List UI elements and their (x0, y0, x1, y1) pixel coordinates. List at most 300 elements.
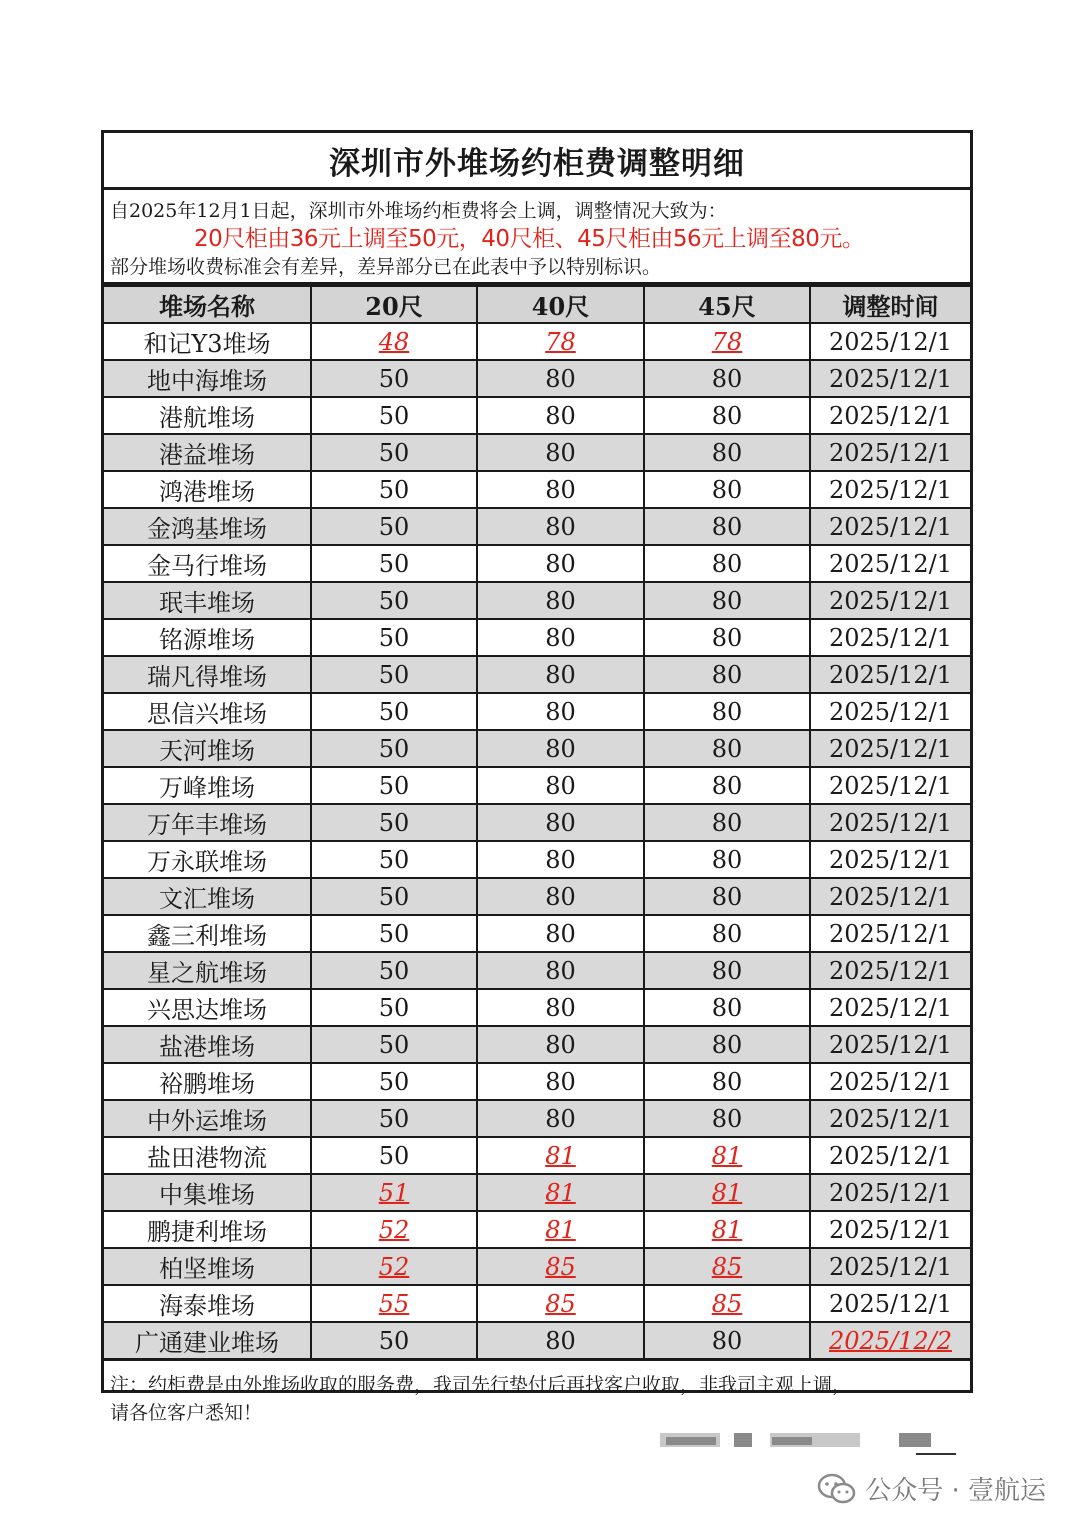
cell-yard-name: 铭源堆场 (104, 619, 311, 656)
cell-45ft-value: 80 (711, 438, 743, 467)
cell-40ft-value: 85 (545, 1289, 576, 1318)
cell-20ft-value: 50 (378, 1067, 410, 1096)
cell-20ft (311, 1174, 477, 1211)
table-row (104, 1026, 970, 1063)
cell-date (810, 1026, 970, 1063)
cell-date-value: 2025/12/1 (828, 623, 953, 652)
cell-20ft (311, 915, 477, 952)
cell-45ft (644, 1137, 810, 1174)
cell-40ft (477, 841, 644, 878)
table-row (104, 1322, 970, 1358)
cell-45ft (644, 841, 810, 878)
cell-20ft-value: 50 (378, 586, 410, 615)
header-40ft: 40尺 (477, 286, 644, 323)
cell-20ft (311, 508, 477, 545)
cell-date-value: 2025/12/1 (828, 401, 953, 430)
cell-yard-name: 万永联堆场 (104, 841, 311, 878)
blurred-text (666, 1437, 716, 1445)
cell-40ft-value: 80 (545, 586, 576, 615)
cell-date-value: 2025/12/1 (828, 771, 953, 800)
cell-45ft-value: 80 (711, 1104, 743, 1133)
cell-20ft-value: 50 (378, 771, 410, 800)
cell-20ft (311, 582, 477, 619)
cell-date-value: 2025/12/1 (828, 956, 953, 985)
cell-date-value: 2025/12/1 (828, 1104, 953, 1133)
cell-45ft (644, 545, 810, 582)
cell-40ft (477, 323, 644, 360)
cell-20ft-value: 50 (378, 993, 410, 1022)
cell-20ft-value: 50 (378, 919, 410, 948)
cell-40ft-value: 80 (545, 512, 576, 541)
cell-yard-name: 金马行堆场 (104, 545, 311, 582)
cell-40ft (477, 1026, 644, 1063)
cell-40ft (477, 434, 644, 471)
cell-date-value: 2025/12/1 (828, 438, 953, 467)
cell-40ft (477, 545, 644, 582)
cell-date-value: 2025/12/1 (828, 993, 953, 1022)
cell-40ft-value: 80 (545, 808, 576, 837)
cell-20ft (311, 656, 477, 693)
cell-yard-name: 金鸿基堆场 (104, 508, 311, 545)
cell-40ft (477, 1137, 644, 1174)
cell-date (810, 1211, 970, 1248)
blurred-text (734, 1433, 752, 1447)
cell-20ft-value: 55 (378, 1289, 410, 1318)
cell-yard-name: 星之航堆场 (104, 952, 311, 989)
cell-40ft (477, 582, 644, 619)
cell-40ft (477, 952, 644, 989)
cell-date (810, 989, 970, 1026)
cell-date (810, 1285, 970, 1322)
cell-20ft (311, 619, 477, 656)
cell-20ft-value: 50 (378, 549, 410, 578)
cell-date-value: 2025/12/1 (828, 1030, 953, 1059)
table-row (104, 1063, 970, 1100)
cell-20ft (311, 360, 477, 397)
cell-40ft-value: 80 (545, 697, 576, 726)
cell-45ft (644, 1322, 810, 1358)
cell-20ft-value: 52 (378, 1215, 410, 1244)
cell-date-value: 2025/12/1 (828, 734, 953, 763)
cell-date (810, 1063, 970, 1100)
cell-45ft-value: 80 (711, 475, 743, 504)
cell-40ft (477, 1285, 644, 1322)
cell-45ft-value: 81 (711, 1178, 743, 1207)
cell-20ft (311, 434, 477, 471)
signature-underline (916, 1453, 956, 1455)
cell-45ft (644, 434, 810, 471)
blurred-text (899, 1433, 931, 1447)
cell-45ft (644, 989, 810, 1026)
cell-yard-name: 瑞凡得堆场 (104, 656, 311, 693)
cell-20ft (311, 767, 477, 804)
cell-date (810, 656, 970, 693)
cell-40ft-value: 80 (545, 364, 576, 393)
cell-20ft-value: 50 (378, 697, 410, 726)
cell-20ft-value: 50 (378, 401, 410, 430)
cell-45ft-value: 80 (711, 956, 743, 985)
cell-date (810, 841, 970, 878)
cell-date (810, 619, 970, 656)
cell-date (810, 915, 970, 952)
cell-20ft-value: 50 (378, 1030, 410, 1059)
table-row (104, 1137, 970, 1174)
cell-date (810, 693, 970, 730)
cell-20ft (311, 397, 477, 434)
cell-45ft (644, 693, 810, 730)
cell-45ft-value: 80 (711, 1067, 743, 1096)
cell-40ft-value: 80 (545, 771, 576, 800)
cell-20ft-value: 50 (378, 623, 410, 652)
header-20ft: 20尺 (311, 286, 477, 323)
cell-20ft-value: 50 (378, 956, 410, 985)
cell-yard-name: 盐港堆场 (104, 1026, 311, 1063)
cell-date (810, 323, 970, 360)
cell-yard-name: 鸿港堆场 (104, 471, 311, 508)
table-header-row (104, 286, 970, 323)
cell-45ft (644, 1063, 810, 1100)
table-row (104, 878, 970, 915)
header-adjust-date: 调整时间 (810, 286, 970, 323)
cell-40ft (477, 1100, 644, 1137)
table-row (104, 545, 970, 582)
cell-40ft-value: 81 (545, 1178, 576, 1207)
cell-20ft (311, 323, 477, 360)
cell-yard-name: 港航堆场 (104, 397, 311, 434)
fee-sheet (101, 130, 973, 1424)
cell-yard-name: 柏坚堆场 (104, 1248, 311, 1285)
cell-40ft-value: 80 (545, 956, 576, 985)
cell-45ft-value: 80 (711, 364, 743, 393)
cell-20ft (311, 989, 477, 1026)
cell-45ft-value: 81 (711, 1215, 743, 1244)
table-row (104, 1174, 970, 1211)
cell-20ft-value: 50 (378, 1141, 410, 1170)
cell-45ft (644, 397, 810, 434)
cell-40ft (477, 1063, 644, 1100)
cell-date (810, 545, 970, 582)
cell-20ft (311, 1322, 477, 1358)
cell-date-value: 2025/12/1 (828, 1178, 953, 1207)
cell-date (810, 1137, 970, 1174)
cell-yard-name: 天河堆场 (104, 730, 311, 767)
watermark-text: 公众号 · 壹航运 (865, 1476, 1046, 1506)
cell-20ft-value: 50 (378, 1104, 410, 1133)
cell-date-value: 2025/12/1 (828, 1289, 953, 1318)
cell-40ft-value: 80 (545, 734, 576, 763)
cell-20ft-value: 50 (378, 734, 410, 763)
wechat-icon (817, 1473, 857, 1505)
cell-40ft (477, 619, 644, 656)
cell-45ft-value: 78 (711, 327, 743, 356)
cell-45ft-value: 80 (711, 660, 743, 689)
cell-40ft-value: 80 (545, 993, 576, 1022)
cell-40ft (477, 471, 644, 508)
cell-date (810, 878, 970, 915)
cell-45ft (644, 1026, 810, 1063)
cell-date-value: 2025/12/1 (828, 919, 953, 948)
cell-45ft (644, 1285, 810, 1322)
cell-45ft (644, 804, 810, 841)
cell-45ft-value: 80 (711, 586, 743, 615)
cell-45ft-value: 80 (711, 549, 743, 578)
table-row (104, 656, 970, 693)
cell-yard-name: 中集堆场 (104, 1174, 311, 1211)
cell-20ft-value: 50 (378, 1326, 410, 1355)
cell-date (810, 1248, 970, 1285)
cell-40ft-value: 80 (545, 475, 576, 504)
cell-40ft-value: 80 (545, 549, 576, 578)
cell-40ft-value: 80 (545, 1104, 576, 1133)
cell-yard-name: 地中海堆场 (104, 360, 311, 397)
cell-40ft (477, 730, 644, 767)
cell-40ft (477, 1211, 644, 1248)
cell-date (810, 767, 970, 804)
cell-45ft-value: 80 (711, 993, 743, 1022)
table-row (104, 434, 970, 471)
cell-40ft-value: 80 (545, 660, 576, 689)
cell-45ft (644, 878, 810, 915)
cell-date-value: 2025/12/1 (828, 549, 953, 578)
table-row (104, 989, 970, 1026)
table-row (104, 471, 970, 508)
cell-date (810, 730, 970, 767)
cell-date-value: 2025/12/1 (828, 586, 953, 615)
cell-date (810, 434, 970, 471)
cell-20ft-value: 50 (378, 512, 410, 541)
cell-date (810, 952, 970, 989)
cell-40ft (477, 656, 644, 693)
cell-45ft (644, 915, 810, 952)
cell-20ft (311, 804, 477, 841)
cell-45ft-value: 85 (711, 1289, 743, 1318)
cell-40ft (477, 1248, 644, 1285)
cell-40ft (477, 767, 644, 804)
cell-yard-name: 裕鹏堆场 (104, 1063, 311, 1100)
cell-40ft (477, 804, 644, 841)
cell-date-value: 2025/12/1 (828, 1141, 953, 1170)
cell-date-value: 2025/12/1 (828, 1215, 953, 1244)
cell-40ft (477, 360, 644, 397)
intro-block (104, 190, 970, 285)
cell-45ft (644, 767, 810, 804)
cell-date (810, 471, 970, 508)
cell-date (810, 360, 970, 397)
header-45ft: 45尺 (644, 286, 810, 323)
table-row (104, 1285, 970, 1322)
cell-20ft (311, 952, 477, 989)
cell-20ft-value: 51 (378, 1178, 410, 1207)
cell-date-value: 2025/12/1 (828, 697, 953, 726)
note-line-1: 注：约柜费是由外堆场收取的服务费，我司先行垫付后再找客户收取，非我司主观上调， (110, 1374, 852, 1396)
cell-20ft-value: 50 (378, 660, 410, 689)
cell-date-value: 2025/12/1 (828, 660, 953, 689)
cell-date-value: 2025/12/1 (828, 512, 953, 541)
cell-45ft-value: 85 (711, 1252, 743, 1281)
cell-yard-name: 盐田港物流 (104, 1137, 311, 1174)
table-row (104, 397, 970, 434)
cell-20ft-value: 50 (378, 882, 410, 911)
table-row (104, 952, 970, 989)
cell-20ft (311, 841, 477, 878)
cell-45ft-value: 81 (711, 1141, 743, 1170)
note-line-2: 请各位客户悉知！ (110, 1402, 263, 1424)
table-row (104, 508, 970, 545)
cell-20ft-value: 50 (378, 438, 410, 467)
cell-45ft (644, 1100, 810, 1137)
cell-45ft (644, 730, 810, 767)
cell-40ft-value: 80 (545, 623, 576, 652)
cell-yard-name: 鹏捷利堆场 (104, 1211, 311, 1248)
fee-table (104, 285, 970, 1358)
cell-45ft-value: 80 (711, 734, 743, 763)
cell-date (810, 397, 970, 434)
cell-20ft-value: 52 (378, 1252, 410, 1281)
cell-20ft-value: 50 (378, 475, 410, 504)
cell-20ft (311, 1137, 477, 1174)
cell-40ft (477, 508, 644, 545)
cell-yard-name: 海泰堆场 (104, 1285, 311, 1322)
cell-45ft-value: 80 (711, 919, 743, 948)
cell-40ft (477, 989, 644, 1026)
cell-20ft (311, 693, 477, 730)
cell-45ft-value: 80 (711, 1326, 743, 1355)
cell-45ft (644, 1174, 810, 1211)
table-row (104, 360, 970, 397)
cell-date (810, 1174, 970, 1211)
intro-line-1: 自2025年12月1日起，深圳市外堆场约柜费将会上调，调整情况大致为： (110, 200, 727, 222)
table-row (104, 693, 970, 730)
cell-40ft-value: 80 (545, 438, 576, 467)
table-row (104, 841, 970, 878)
cell-45ft-value: 80 (711, 401, 743, 430)
cell-45ft-value: 80 (711, 623, 743, 652)
cell-20ft (311, 878, 477, 915)
cell-45ft-value: 80 (711, 882, 743, 911)
cell-date (810, 804, 970, 841)
cell-40ft-value: 78 (545, 327, 576, 356)
cell-45ft (644, 1211, 810, 1248)
cell-20ft (311, 471, 477, 508)
cell-date-value: 2025/12/1 (828, 1252, 953, 1281)
cell-40ft (477, 693, 644, 730)
table-row (104, 582, 970, 619)
header-yard-name: 堆场名称 (104, 286, 311, 323)
table-row (104, 1211, 970, 1248)
cell-45ft-value: 80 (711, 1030, 743, 1059)
cell-45ft (644, 952, 810, 989)
cell-date-value: 2025/12/1 (828, 845, 953, 874)
cell-20ft-value: 48 (378, 327, 410, 356)
cell-40ft-value: 80 (545, 882, 576, 911)
cell-20ft-value: 50 (378, 364, 410, 393)
cell-20ft (311, 730, 477, 767)
cell-date (810, 582, 970, 619)
cell-20ft (311, 1285, 477, 1322)
cell-40ft-value: 81 (545, 1215, 576, 1244)
table-row (104, 915, 970, 952)
cell-45ft-value: 80 (711, 512, 743, 541)
table-body (104, 323, 970, 1358)
cell-date (810, 508, 970, 545)
table-row (104, 804, 970, 841)
cell-20ft-value: 50 (378, 808, 410, 837)
table-row (104, 619, 970, 656)
cell-45ft (644, 1248, 810, 1285)
table-row (104, 730, 970, 767)
cell-45ft (644, 360, 810, 397)
cell-date-value: 2025/12/1 (828, 475, 953, 504)
cell-45ft-value: 80 (711, 771, 743, 800)
cell-20ft (311, 545, 477, 582)
cell-40ft-value: 80 (545, 845, 576, 874)
cell-yard-name: 思信兴堆场 (104, 693, 311, 730)
table-row (104, 323, 970, 360)
cell-40ft-value: 80 (545, 919, 576, 948)
cell-date-value: 2025/12/1 (828, 1067, 953, 1096)
cell-40ft-value: 85 (545, 1252, 576, 1281)
cell-date-value: 2025/12/1 (828, 364, 953, 393)
cell-yard-name: 文汇堆场 (104, 878, 311, 915)
cell-date (810, 1322, 970, 1358)
cell-20ft (311, 1100, 477, 1137)
cell-40ft-value: 80 (545, 401, 576, 430)
cell-45ft (644, 656, 810, 693)
cell-45ft (644, 508, 810, 545)
cell-45ft (644, 471, 810, 508)
cell-date-value: 2025/12/1 (828, 808, 953, 837)
cell-20ft (311, 1248, 477, 1285)
cell-yard-name: 鑫三利堆场 (104, 915, 311, 952)
cell-40ft-value: 80 (545, 1326, 576, 1355)
cell-date-value: 2025/12/1 (828, 882, 953, 911)
cell-yard-name: 和记Y3堆场 (104, 323, 311, 360)
cell-40ft (477, 1322, 644, 1358)
intro-line-2-highlight: 20尺柜由36元上调至50元，40尺柜、45尺柜由56元上调至80元。 (194, 226, 865, 252)
cell-yard-name: 珉丰堆场 (104, 582, 311, 619)
cell-45ft-value: 80 (711, 808, 743, 837)
cell-40ft (477, 397, 644, 434)
cell-20ft (311, 1063, 477, 1100)
cell-yard-name: 兴思达堆场 (104, 989, 311, 1026)
cell-date-value: 2025/12/2 (828, 1326, 953, 1355)
cell-yard-name: 万年丰堆场 (104, 804, 311, 841)
cell-yard-name: 中外运堆场 (104, 1100, 311, 1137)
cell-40ft (477, 915, 644, 952)
cell-20ft (311, 1026, 477, 1063)
watermark (817, 1470, 1046, 1507)
blurred-text (772, 1437, 812, 1445)
sheet-title: 深圳市外堆场约柜费调整明细 (104, 133, 970, 190)
cell-45ft-value: 80 (711, 697, 743, 726)
cell-45ft (644, 323, 810, 360)
cell-20ft (311, 1211, 477, 1248)
cell-yard-name: 广通建业堆场 (104, 1322, 311, 1358)
cell-yard-name: 港益堆场 (104, 434, 311, 471)
table-row (104, 1248, 970, 1285)
cell-40ft-value: 81 (545, 1141, 576, 1170)
table-row (104, 1100, 970, 1137)
cell-40ft-value: 80 (545, 1067, 576, 1096)
cell-40ft-value: 80 (545, 1030, 576, 1059)
cell-20ft-value: 50 (378, 845, 410, 874)
cell-40ft (477, 878, 644, 915)
cell-yard-name: 万峰堆场 (104, 767, 311, 804)
cell-40ft (477, 1174, 644, 1211)
intro-line-3: 部分堆场收费标准会有差异，差异部分已在此表中予以特别标识。 (110, 256, 662, 278)
cell-45ft-value: 80 (711, 845, 743, 874)
cell-45ft (644, 619, 810, 656)
